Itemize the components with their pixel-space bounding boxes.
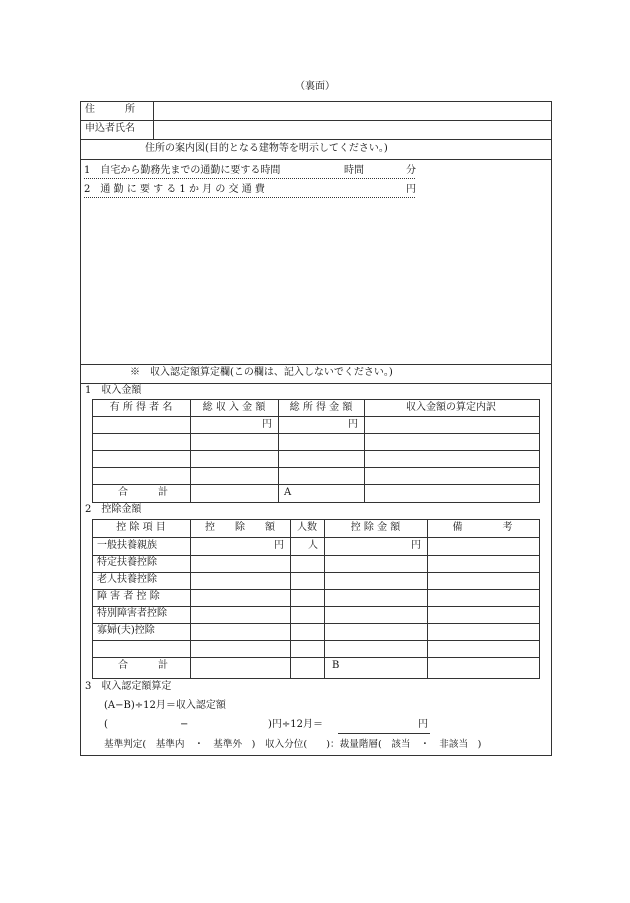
deduction-col-deduction-amount: 控 除 金 額 <box>350 522 401 533</box>
deduction-item: 特別障害者控除 <box>97 608 167 619</box>
income-col-net: 総 所 得 金 額 <box>289 402 353 413</box>
certification-calc-mid: )円÷12月＝ <box>268 719 324 730</box>
certification-calc-minus: − <box>180 719 189 730</box>
deduction-yen-unit: 円 <box>274 540 284 551</box>
applicant-name-label: 申込者氏名 <box>85 123 135 134</box>
map-header: 住所の案内図(目的となる建物等を明示してください。) <box>145 143 388 154</box>
income-total-label: 合 計 <box>118 487 168 498</box>
deduction-item: 寡婦(夫)控除 <box>97 625 155 636</box>
deduction-total-marker-b: B <box>332 660 340 671</box>
commute-time-line: 1 自宅から勤務先までの通勤に要する時間 時間 分 <box>84 164 415 179</box>
income-col-earner: 有 所 得 者 名 <box>109 402 173 413</box>
income-yen-unit: 円 <box>348 419 358 430</box>
calc-header: ※ 収入認定額算定欄(この欄は、記入しないでください。) <box>130 367 393 378</box>
income-total-marker-a: A <box>284 487 292 498</box>
map-drawing-area[interactable] <box>82 202 548 362</box>
deduction-item: 障 害 者 控 除 <box>97 591 160 602</box>
income-col-breakdown: 収入金額の算定内訳 <box>406 402 496 413</box>
deduction-col-persons: 人数 <box>297 522 317 533</box>
income-section-title: 1 収入金額 <box>85 385 142 396</box>
deduction-yen-unit: 円 <box>411 540 421 551</box>
address-label: 住 所 <box>85 104 135 115</box>
deduction-person-unit: 人 <box>308 540 318 551</box>
deduction-item: 老人扶養控除 <box>97 574 157 585</box>
deduction-col-item: 控 除 項 目 <box>116 522 166 533</box>
deduction-col-amount: 控 除 額 <box>205 522 275 533</box>
deduction-total-label: 合 計 <box>118 660 168 671</box>
deduction-col-remarks: 備 考 <box>452 522 513 533</box>
deduction-item: 一般扶養親族 <box>97 540 157 551</box>
income-col-gross: 総 収 入 金 額 <box>202 402 266 413</box>
income-yen-unit: 円 <box>262 419 272 430</box>
certification-section-title: 3 収入認定額算定 <box>85 681 172 692</box>
certification-formula: (A−B)÷12月＝収入認定額 <box>104 700 226 711</box>
commute-fare-line: 2 通 勤 に 要 す る 1 か 月 の 交 通 費 円 <box>84 183 415 198</box>
deduction-section-title: 2 控除金額 <box>85 504 142 515</box>
deduction-item: 特定扶養控除 <box>97 557 157 568</box>
certification-calc-unit: 円 <box>418 719 428 730</box>
page-title: （裏面） <box>295 81 335 92</box>
certification-calc-open: ( <box>104 719 108 730</box>
certification-judgement: 基準判定( 基準内 ・ 基準外 ) 収入分位( )：裁量階層( 該当 ・ 非該当 ) <box>104 739 482 750</box>
